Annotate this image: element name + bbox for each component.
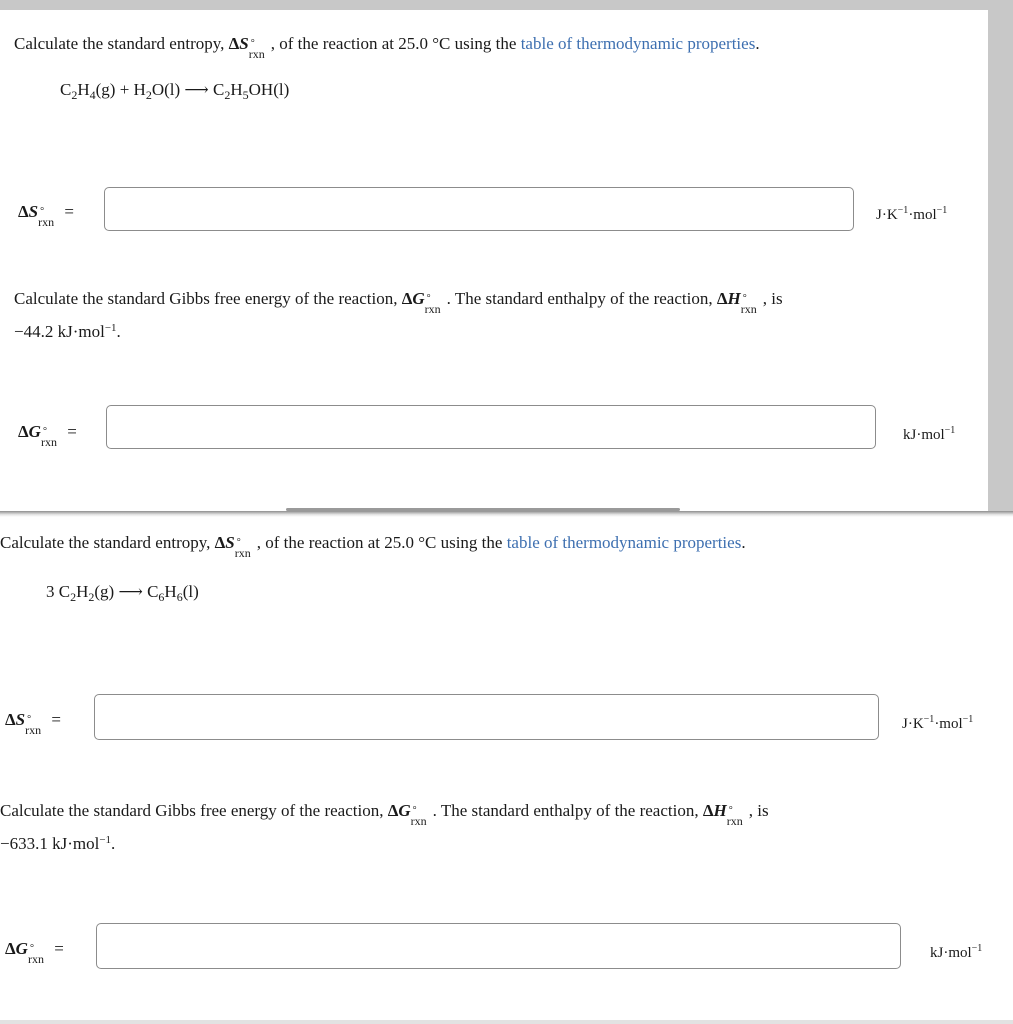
rxn-subscript: ° rxn bbox=[248, 38, 265, 61]
p1-q1-text-b: , of the reaction at 25.0 °C using the bbox=[270, 34, 521, 53]
right-gray-gutter bbox=[988, 10, 1013, 513]
p2-entropy-unit: $J\cdot K^{-1}\cdot mol^{-1}$ bbox=[902, 714, 974, 732]
p1-entropy-question: Calculate the standard entropy, ΔS ° rxn , of the reaction at 25.0 °C using the table of thermodynamic properties. bbox=[14, 34, 760, 61]
p1-gibbs-question: Calculate the standard Gibbs free energy of the reaction, ΔG ° rxn . The standard enthalpy of the reaction, ΔH ° rxn , is bbox=[14, 289, 783, 316]
reaction-arrow-icon: ⟶ bbox=[184, 80, 209, 99]
p2-gibbs-label: ΔG ° rxn = bbox=[5, 939, 64, 966]
p1-gibbs-label: ΔG ° rxn = bbox=[18, 422, 77, 449]
p1-thermo-table-link[interactable]: table of thermodynamic properties bbox=[520, 34, 756, 53]
p1-gibbs-unit: kJ·mol$^{-1}$ bbox=[903, 425, 956, 443]
top-frame-bar bbox=[0, 0, 1013, 10]
p2-gibbs-question: Calculate the standard Gibbs free energy of the reaction, ΔG ° rxn . The standard enthalpy of the reaction, ΔH ° rxn , is bbox=[0, 801, 769, 828]
panel-separator bbox=[0, 511, 1013, 517]
p2-entropy-question: Calculate the standard entropy, ΔS ° rxn , of the reaction at 25.0 °C using the table of thermodynamic properties. bbox=[0, 533, 746, 560]
p2-enthalpy-value: −633.1 kJ·mol$^{-1}$. bbox=[0, 834, 116, 853]
p1-q1-text-a: Calculate the standard entropy, bbox=[14, 34, 229, 53]
p2-reaction-equation: 3 $C_2H_2(g)$ ⟶ $C_6H_6(l)$ bbox=[46, 582, 199, 604]
p1-reaction-equation: $C_2H_4(g) + H_2O(l)$ ⟶ $C_2H_5OH(l)$ bbox=[60, 80, 290, 102]
reaction-arrow-icon: ⟶ bbox=[118, 582, 143, 601]
p1-gibbs-input[interactable] bbox=[106, 405, 876, 449]
p1-entropy-unit: $J\cdot K^{-1}\cdot mol^{-1}$ bbox=[876, 205, 948, 223]
p2-entropy-input[interactable] bbox=[94, 694, 879, 740]
delta-symbol: Δ bbox=[228, 34, 240, 53]
p2-gibbs-unit: kJ·mol$^{-1}$ bbox=[930, 943, 983, 961]
entropy-symbol: S bbox=[239, 34, 249, 53]
p2-thermo-table-link[interactable]: table of thermodynamic properties bbox=[506, 533, 742, 552]
p1-enthalpy-value: −44.2 kJ·mol$^{-1}$. bbox=[14, 322, 121, 341]
p1-entropy-input[interactable] bbox=[104, 187, 854, 231]
bottom-divider bbox=[0, 1020, 1013, 1024]
p2-entropy-label: ΔS ° rxn = bbox=[5, 710, 61, 737]
p1-entropy-label: ΔS ° rxn = bbox=[18, 202, 74, 229]
p2-gibbs-input[interactable] bbox=[96, 923, 901, 969]
